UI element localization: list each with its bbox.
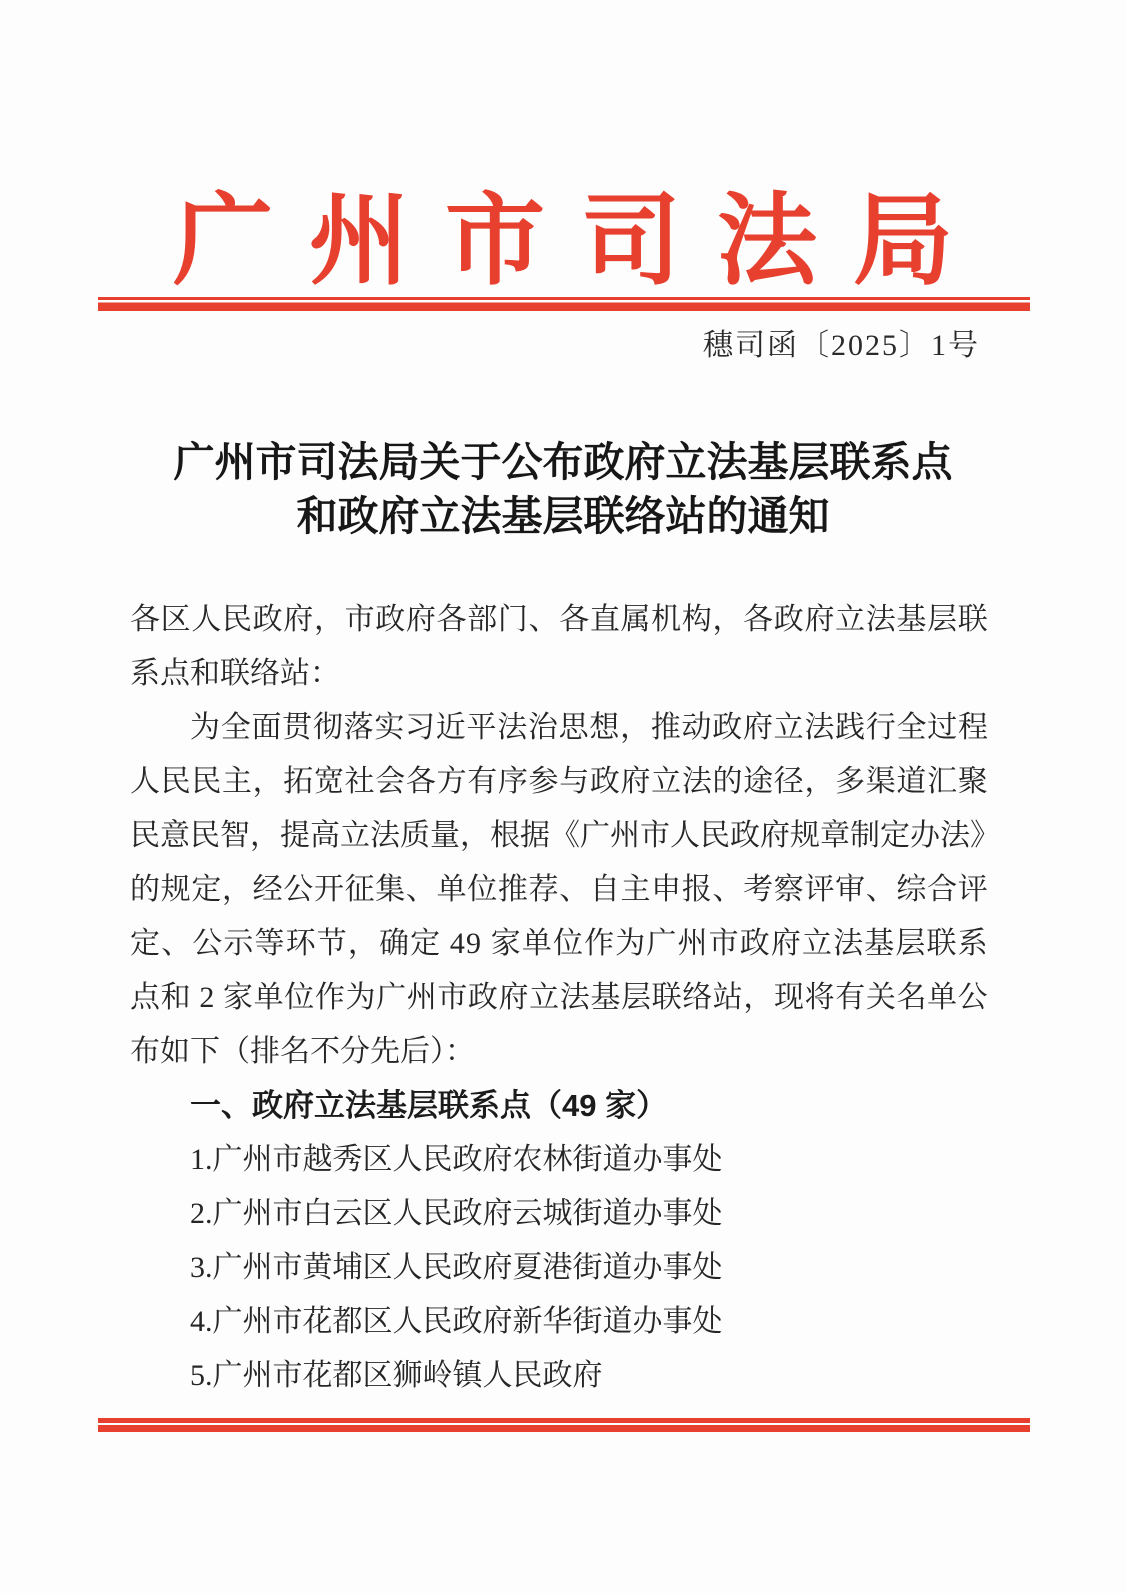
notice-title-line1: 广州市司法局关于公布政府立法基层联系点 bbox=[173, 439, 953, 485]
list-item: 5.广州市花都区狮岭镇人民政府 bbox=[190, 1359, 603, 1392]
letterhead-red-separator bbox=[98, 297, 1030, 311]
paragraph-line: 民 意 民 智 ， 提 高 立 法 质 量 ， 根 据 《 广 州 市 人 民 政 府 规 章 制 定 办 法 》 bbox=[130, 819, 1000, 852]
list-item: 1.广州市越秀区人民政府农林街道办事处 bbox=[190, 1143, 723, 1176]
notice-title-line2: 和政府立法基层联络站的通知 bbox=[296, 493, 830, 539]
document-number: 穗司函〔2025〕1号 bbox=[703, 329, 980, 362]
paragraph-line: 布如下（排名不分先后）： bbox=[130, 1035, 475, 1068]
salutation-line: 系点和联络站： bbox=[130, 657, 340, 690]
list-item: 4.广州市花都区人民政府新华街道办事处 bbox=[190, 1305, 723, 1338]
paragraph-line: 定 、 公 示 等 环 节 ， 确 定 4 9 家 单 位 作 为 广 州 市 政 府 立 法 基 层 联 系 bbox=[130, 927, 988, 960]
section-heading: 一、政府立法基层联系点（49 家） bbox=[190, 1088, 668, 1123]
salutation-line: 各 区 人 民 政 府 ， 市 政 府 各 部 门 、 各 直 属 机 构 ， 各 政 府 立 法 基 层 联 bbox=[130, 603, 988, 636]
list-item: 3.广州市黄埔区人民政府夏港街道办事处 bbox=[190, 1251, 723, 1284]
paragraph-line: 为 全 面 贯 彻 落 实 习 近 平 法 治 思 想 ， 推 动 政 府 立 法 践 行 全 过 程 bbox=[190, 711, 988, 744]
letterhead-org-name: 广州市司法局 bbox=[173, 186, 989, 297]
paragraph-line: 的 规 定 ， 经 公 开 征 集 、 单 位 推 荐 、 自 主 申 报 、 考 察 评 审 、 综 合 评 bbox=[130, 873, 988, 906]
list-item: 2.广州市白云区人民政府云城街道办事处 bbox=[190, 1197, 723, 1230]
footer-red-separator bbox=[98, 1418, 1030, 1432]
notice-body bbox=[130, 593, 1000, 1403]
paragraph-line: 点 和 2 家 单 位 作 为 广 州 市 政 府 立 法 基 层 联 络 站 ， 现 将 有 关 名 单 公 bbox=[130, 981, 988, 1014]
paragraph-line: 人 民 民 主 ， 拓 宽 社 会 各 方 有 序 参 与 政 府 立 法 的 途 径 ， 多 渠 道 汇 聚 bbox=[130, 765, 988, 798]
notice-title bbox=[0, 435, 1126, 543]
